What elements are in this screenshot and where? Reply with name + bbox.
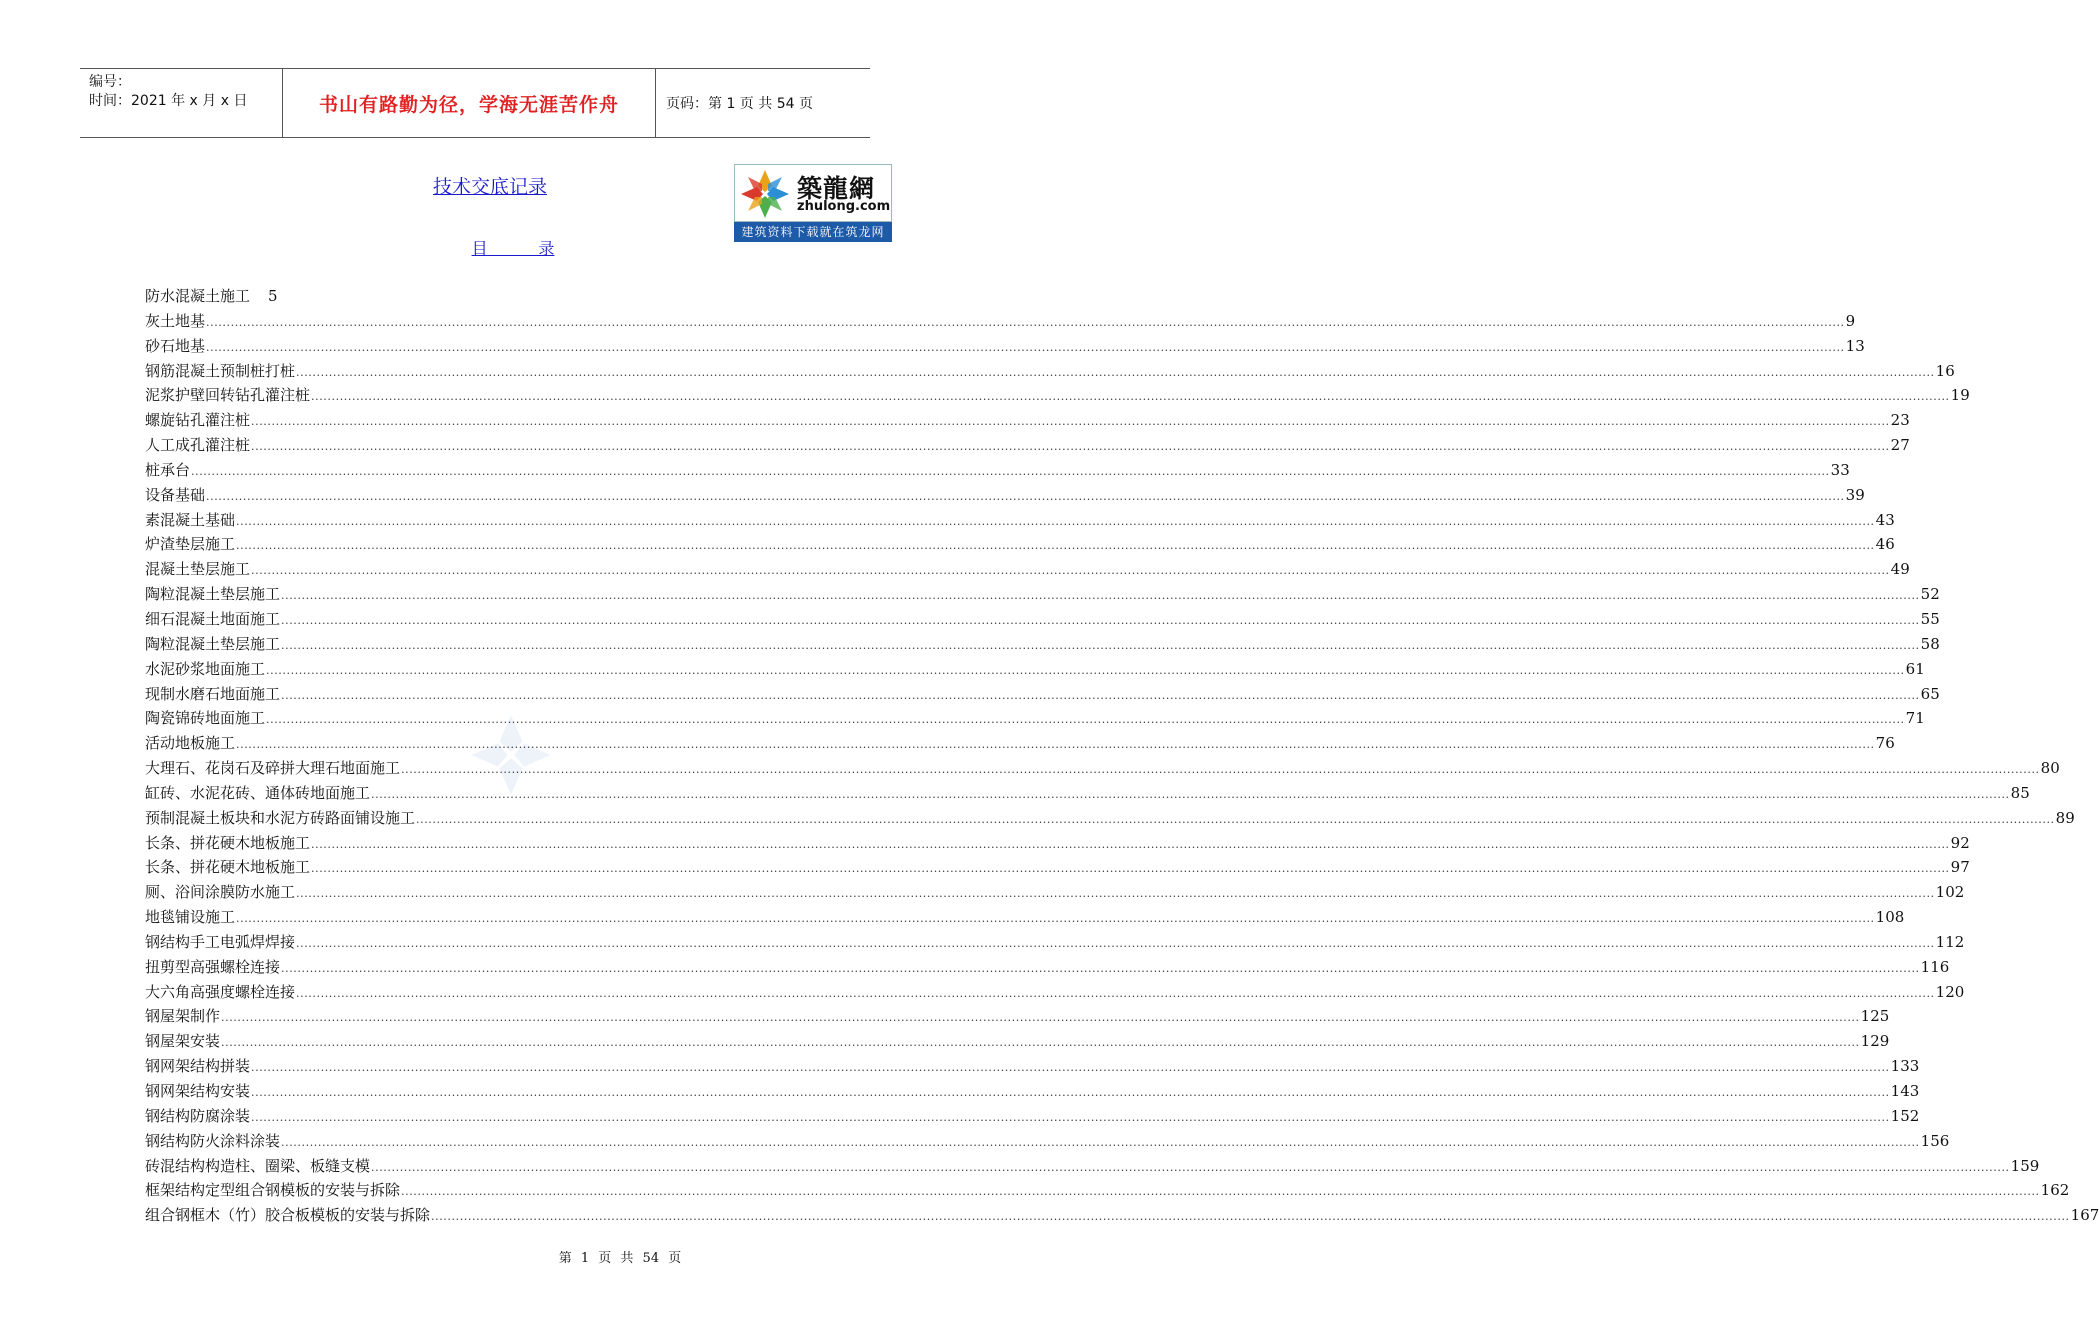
- toc-leader-dots: ................................................................................................................................................................................................................................................................................................................................................................................................................: [236, 738, 1875, 752]
- toc-entry-label: 砖混结构构造柱、圈梁、板缝支模: [145, 1156, 371, 1175]
- toc-leader-dots: ................................................................................................................................................................................................................................................................................................................................................................................................................: [311, 390, 1950, 404]
- toc-leader-dots: ................................................................................................................................................................................................................................................................................................................................................................................................................: [401, 763, 2040, 777]
- snowflake-icon: [739, 168, 791, 220]
- toc-entry-page: 52: [1920, 585, 1940, 604]
- toc-entry[interactable]: [145, 1129, 1950, 1154]
- toc-entry[interactable]: [145, 1178, 2070, 1203]
- toc-entry-page: 120: [1935, 982, 1965, 1001]
- toc-entry[interactable]: [145, 284, 912, 309]
- toc-entry[interactable]: [145, 557, 1910, 582]
- toc-entry[interactable]: [145, 458, 1850, 483]
- document-title[interactable]: 技术交底记录: [432, 176, 547, 198]
- toc-entry[interactable]: [145, 731, 1895, 756]
- toc-entry[interactable]: [145, 607, 1940, 632]
- logo-box: [734, 164, 892, 222]
- toc-entry-label: 设备基础: [145, 485, 206, 504]
- logo-cn-text: 築龍網: [797, 174, 876, 203]
- toc-entry[interactable]: [145, 1104, 1920, 1129]
- toc-entry-page: 23: [1890, 411, 1910, 430]
- toc-leader-dots: ................................................................................................................................................................................................................................................................................................................................................................................................................: [281, 638, 1920, 652]
- toc-entry-page: 159: [2010, 1156, 2040, 1175]
- toc-leader-dots: ................................................................................................................................................................................................................................................................................................................................................................................................................: [191, 464, 1830, 478]
- toc-entry-page: 49: [1890, 560, 1910, 579]
- toc-entry[interactable]: [145, 1029, 1890, 1054]
- toc-entry[interactable]: [145, 930, 1965, 955]
- toc-entry-page: 13: [1845, 336, 1865, 355]
- toc-entry[interactable]: [145, 508, 1895, 533]
- toc-entry-page: 9: [1845, 311, 1856, 330]
- toc-entry[interactable]: [145, 955, 1950, 980]
- toc-leader-dots: ................................................................................................................................................................................................................................................................................................................................................................................................................: [251, 564, 1890, 578]
- toc-entry-page: 129: [1860, 1032, 1890, 1051]
- toc-leader-dots: ................................................................................................................................................................................................................................................................................................................................................................................................................: [236, 912, 1875, 926]
- toc-entry[interactable]: [145, 632, 1940, 657]
- toc-entry[interactable]: [145, 657, 1925, 682]
- logo-tagline: 建筑资料下载就在筑龙网: [734, 222, 892, 242]
- toc-leader-dots: ................................................................................................................................................................................................................................................................................................................................................................................................................: [281, 1135, 1920, 1149]
- toc-leader-dots: ................................................................................................................................................................................................................................................................................................................................................................................................................: [281, 613, 1920, 627]
- toc-leader-dots: ................................................................................................................................................................................................................................................................................................................................................................................................................: [431, 1210, 2070, 1224]
- toc-entry-label: 预制混凝土板块和水泥方砖路面铺设施工: [145, 808, 416, 827]
- toc-entry-label: 陶瓷锦砖地面施工: [145, 709, 266, 728]
- toc-entry-label: 扭剪型高强螺栓连接: [145, 957, 281, 976]
- toc-leader-dots: ................................................................................................................................................................................................................................................................................................................................................................................................................: [266, 713, 1905, 727]
- toc-entry-page: 19: [1950, 386, 1970, 405]
- toc-leader-dots: ................................................................................................................................................................................................................................................................................................................................................................................................................: [221, 1036, 1860, 1050]
- toc-leader-dots: ................................................................................................................................................................................................................................................................................................................................................................................................................: [296, 365, 1935, 379]
- toc-leader-dots: ................................................................................................................................................................................................................................................................................................................................................................................................................: [281, 961, 1920, 975]
- toc-entry-label: 水泥砂浆地面施工: [145, 659, 266, 678]
- toc-entry-page: 71: [1905, 709, 1925, 728]
- toc-entry-label: 砂石地基: [145, 336, 206, 355]
- toc-leader-dots: ................................................................................................................................................................................................................................................................................................................................................................................................................: [236, 539, 1875, 553]
- toc-entry-label: 大六角高强度螺栓连接: [145, 982, 296, 1001]
- toc-leader-dots: ................................................................................................................................................................................................................................................................................................................................................................................................................: [206, 489, 1845, 503]
- toc-entry-label: 炉渣垫层施工: [145, 535, 236, 554]
- toc-entry-label: 桩承台: [145, 460, 191, 479]
- toc-entry-page: 112: [1935, 932, 1965, 951]
- toc-entry[interactable]: [145, 1054, 1920, 1079]
- toc-entry-label: 细石混凝土地面施工: [145, 609, 281, 628]
- toc-entry-label: 防水混凝土施工: [145, 287, 251, 305]
- toc-entry-page: 58: [1920, 634, 1940, 653]
- toc-leader-dots: ................................................................................................................................................................................................................................................................................................................................................................................................................: [251, 415, 1890, 429]
- toc-leader-dots: ................................................................................................................................................................................................................................................................................................................................................................................................................: [251, 1061, 1890, 1075]
- toc-entry-label: 螺旋钻孔灌注桩: [145, 411, 251, 430]
- table-of-contents: [145, 284, 2099, 1228]
- toc-entry-label: 灰土地基: [145, 311, 206, 330]
- toc-entry-label: 钢结构防火涂料涂装: [145, 1131, 281, 1150]
- toc-entry-page: 39: [1845, 485, 1865, 504]
- toc-entry-page: 5: [268, 287, 278, 305]
- toc-entry-label: 钢筋混凝土预制桩打桩: [145, 361, 296, 380]
- toc-entry-page: 55: [1920, 609, 1940, 628]
- toc-entry[interactable]: [145, 1203, 2099, 1228]
- toc-entry-label: 钢结构手工电弧焊焊接: [145, 932, 296, 951]
- toc-entry-page: 156: [1920, 1131, 1950, 1150]
- toc-entry[interactable]: [145, 1079, 1920, 1104]
- toc-entry-page: 167: [2070, 1206, 2099, 1225]
- toc-entry[interactable]: [145, 532, 1895, 557]
- toc-entry-page: 33: [1830, 460, 1850, 479]
- toc-leader-dots: ................................................................................................................................................................................................................................................................................................................................................................................................................: [206, 315, 1845, 329]
- toc-entry-label: 活动地板施工: [145, 734, 236, 753]
- logo-en-text: zhulong.com: [797, 199, 891, 214]
- toc-entry[interactable]: [145, 408, 1910, 433]
- toc-leader-dots: ................................................................................................................................................................................................................................................................................................................................................................................................................: [296, 986, 1935, 1000]
- toc-leader-dots: ................................................................................................................................................................................................................................................................................................................................................................................................................: [251, 1086, 1890, 1099]
- toc-leader-dots: ................................................................................................................................................................................................................................................................................................................................................................................................................: [296, 887, 1935, 901]
- page-footer: 第 1 页 共 54 页: [558, 1251, 682, 1266]
- toc-entry-page: 65: [1920, 684, 1940, 703]
- toc-heading[interactable]: 目 录: [471, 239, 555, 258]
- toc-leader-dots: ................................................................................................................................................................................................................................................................................................................................................................................................................: [266, 663, 1905, 677]
- toc-entry-page: 46: [1875, 535, 1895, 554]
- toc-entry[interactable]: [145, 781, 2030, 806]
- header-meta: [80, 69, 282, 137]
- toc-entry-page: 125: [1860, 1007, 1890, 1026]
- page-label: 页码：第 1 页 共 54 页: [666, 96, 813, 112]
- toc-entry-page: 116: [1920, 957, 1950, 976]
- toc-leader-dots: ................................................................................................................................................................................................................................................................................................................................................................................................................: [236, 514, 1875, 528]
- toc-entry-label: 钢网架结构拼装: [145, 1057, 251, 1076]
- toc-entry-page: 108: [1875, 908, 1905, 927]
- toc-entry[interactable]: [145, 359, 1955, 384]
- toc-entry-label: 框架结构定型组合钢模板的安装与拆除: [145, 1181, 401, 1200]
- toc-entry-label: 钢屋架制作: [145, 1007, 221, 1026]
- toc-leader-dots: ................................................................................................................................................................................................................................................................................................................................................................................................................: [296, 936, 1935, 950]
- toc-entry-page: 76: [1875, 734, 1895, 753]
- toc-leader-dots: ................................................................................................................................................................................................................................................................................................................................................................................................................: [281, 688, 1920, 702]
- toc-leader-dots: ................................................................................................................................................................................................................................................................................................................................................................................................................: [401, 1185, 2040, 1199]
- toc-leader-dots: ................................................................................................................................................................................................................................................................................................................................................................................................................: [311, 837, 1950, 851]
- toc-entry[interactable]: [145, 706, 1925, 731]
- toc-leader-dots: ................................................................................................................................................................................................................................................................................................................................................................................................................: [371, 1160, 2010, 1174]
- toc-entry[interactable]: [145, 756, 2060, 781]
- toc-entry-label: 缸砖、水泥花砖、通体砖地面施工: [145, 783, 371, 802]
- toc-entry[interactable]: [145, 880, 1965, 905]
- toc-entry-label: 长条、拼花硬木地板施工: [145, 833, 311, 852]
- toc-leader-dots: ................................................................................................................................................................................................................................................................................................................................................................................................................: [251, 440, 1890, 454]
- header-page-cell: [656, 69, 870, 137]
- toc-leader-dots: ................................................................................................................................................................................................................................................................................................................................................................................................................: [221, 1011, 1860, 1025]
- toc-entry-label: 素混凝土基础: [145, 510, 236, 529]
- toc-entry[interactable]: [145, 309, 1856, 334]
- toc-entry-page: 133: [1890, 1057, 1920, 1076]
- toc-leader-dots: ................................................................................................................................................................................................................................................................................................................................................................................................................: [206, 340, 1845, 354]
- toc-entry-page: 61: [1905, 659, 1925, 678]
- toc-entry-label: 陶粒混凝土垫层施工: [145, 634, 281, 653]
- page-header: [80, 68, 870, 138]
- toc-entry-page: 92: [1950, 833, 1970, 852]
- toc-entry-label: 人工成孔灌注桩: [145, 436, 251, 455]
- number-label: 编号：: [89, 74, 131, 90]
- header-motto-cell: [282, 69, 656, 137]
- toc-entry[interactable]: [145, 1004, 1890, 1029]
- toc-entry-page: 27: [1890, 436, 1910, 455]
- toc-entry-label: 泥浆护壁回转钻孔灌注桩: [145, 386, 311, 405]
- toc-entry-label: 钢结构防腐涂装: [145, 1106, 251, 1125]
- toc-entry-page: 162: [2040, 1181, 2070, 1200]
- motto-text: 书山有路勤为径，学海无涯苦作舟: [318, 93, 619, 116]
- toc-leader-dots: ................................................................................................................................................................................................................................................................................................................................................................................................................: [416, 812, 2055, 826]
- toc-entry[interactable]: [145, 806, 2075, 831]
- toc-entry-page: 97: [1950, 858, 1970, 877]
- toc-entry[interactable]: [145, 582, 1940, 607]
- toc-entry-page: 80: [2040, 759, 2060, 778]
- toc-leader-dots: ................................................................................................................................................................................................................................................................................................................................................................................................................: [371, 787, 2010, 801]
- toc-entry-page: 85: [2010, 783, 2030, 802]
- toc-leader-dots: ................................................................................................................................................................................................................................................................................................................................................................................................................: [311, 862, 1950, 876]
- toc-entry[interactable]: [145, 433, 1910, 458]
- toc-entry[interactable]: [145, 831, 1970, 856]
- toc-entry-page: 102: [1935, 883, 1965, 902]
- toc-entry[interactable]: [145, 1154, 2040, 1179]
- toc-entry[interactable]: [145, 980, 1965, 1005]
- toc-entry[interactable]: [145, 334, 1865, 359]
- toc-leader-dots: ................................................................................................................................................................................................................................................................................................................................................................................................................: [281, 589, 1920, 603]
- toc-entry-label: 地毯铺设施工: [145, 908, 236, 927]
- toc-entry-page: 16: [1935, 361, 1955, 380]
- toc-entry-page: 143: [1890, 1082, 1920, 1100]
- toc-leader-dots: ................................................................................................................................................................................................................................................................................................................................................................................................................: [251, 1110, 1890, 1124]
- toc-entry-page: 152: [1890, 1106, 1920, 1125]
- toc-entry-page: 89: [2055, 808, 2075, 827]
- toc-entry[interactable]: [145, 905, 1905, 930]
- toc-entry[interactable]: [145, 383, 1970, 408]
- toc-entry-label: 钢屋架安装: [145, 1032, 221, 1051]
- toc-entry-label: 钢网架结构安装: [145, 1082, 251, 1100]
- toc-entry-page: 43: [1875, 510, 1895, 529]
- toc-entry[interactable]: [145, 682, 1940, 707]
- toc-entry-label: 大理石、花岗石及碎拼大理石地面施工: [145, 759, 401, 778]
- time-label: 时间：2021 年 x 月 x 日: [89, 93, 248, 109]
- zhulong-logo: [734, 164, 892, 242]
- toc-entry-label: 厕、浴间涂膜防水施工: [145, 883, 296, 902]
- toc-entry[interactable]: [145, 483, 1865, 508]
- toc-entry[interactable]: [145, 855, 1970, 880]
- toc-entry-label: 长条、拼花硬木地板施工: [145, 858, 311, 877]
- toc-entry-label: 陶粒混凝土垫层施工: [145, 585, 281, 604]
- toc-entry-label: 现制水磨石地面施工: [145, 684, 281, 703]
- toc-entry-label: 混凝土垫层施工: [145, 560, 251, 579]
- toc-entry-label: 组合钢框木（竹）胶合板模板的安装与拆除: [145, 1206, 431, 1225]
